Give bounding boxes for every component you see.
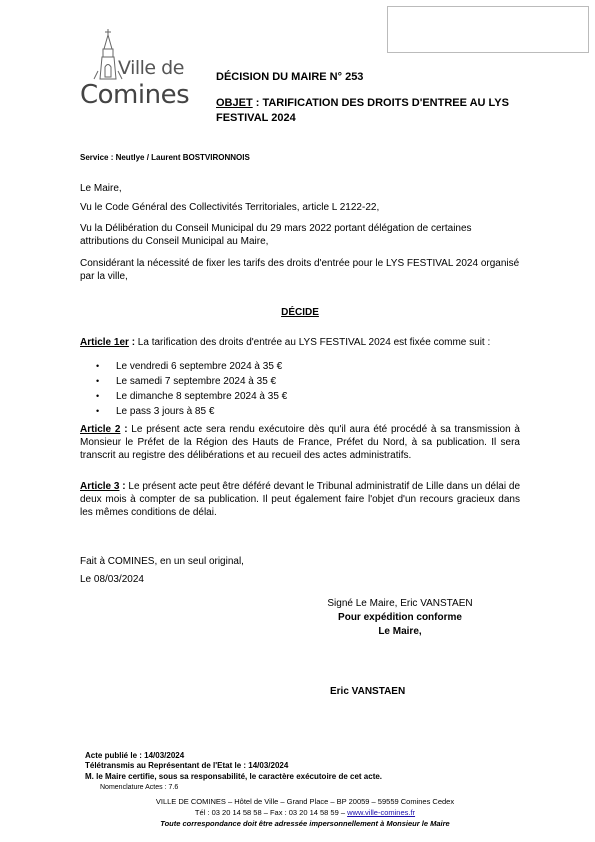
stamp-box: [387, 6, 589, 53]
vu-deliberation: Vu la Délibération du Conseil Municipal du 29 mars 2022 portant délégation de certaines attributions du Conseil Municipal au Maire,: [80, 223, 472, 247]
signatory-name: Eric VANSTAEN: [330, 686, 406, 697]
acte-publie: Acte publié le : 14/03/2024: [85, 751, 185, 760]
ville-de-comines-logo: [80, 27, 195, 112]
website-link[interactable]: www.ville-comines.fr: [347, 808, 416, 817]
article-3-colon: :: [119, 481, 126, 492]
signature-le-maire: Le Maire,: [378, 626, 422, 637]
list-item: • Le vendredi 6 septembre 2024 à 35 €: [96, 359, 287, 374]
article-3-label: Article 3: [80, 481, 120, 492]
fait-a: Fait à COMINES, en un seul original,: [80, 556, 244, 567]
footer-notice: Toute correspondance doit être adressée impersonnellement à Monsieur le Maire: [160, 819, 450, 828]
logo-comines: Comines: [80, 80, 190, 110]
article-1: [80, 336, 520, 349]
signature-block: [290, 597, 510, 639]
decision-title: DÉCISION DU MAIRE N° 253: [216, 71, 364, 83]
article-3-text: Le présent acte peut être déféré devant le Tribunal administratif de Lille dans un délai de deux mois à compter de sa publication. Il peut également faire l'objet d'un recours gracieux dans les mêmes conditions de délai.: [80, 481, 520, 518]
le-maire-intro: Le Maire,: [80, 183, 122, 194]
article-1-text: La tarification des droits d'entrée au LYS FESTIVAL 2024 est fixée comme suit :: [135, 337, 491, 348]
objet-text: : TARIFICATION DES DROITS D'ENTREE AU LYS FESTIVAL 2024: [216, 97, 509, 124]
footer: [80, 796, 530, 829]
footer-contact: [80, 807, 530, 818]
article-3: [80, 480, 520, 519]
list-item: • Le pass 3 jours à 85 €: [96, 404, 287, 419]
article-2-label: Article 2: [80, 424, 121, 435]
service-line: Service : Neutlye / Laurent BOSTVIRONNOIS: [80, 153, 250, 162]
objet-label: OBJET: [216, 97, 253, 109]
article-2-colon: :: [120, 424, 128, 435]
logo-ville-de: Ville de: [118, 57, 184, 79]
teletransmis: Télétransmis au Représentant de l'Etat le : 14/03/2024: [85, 761, 289, 770]
considerant: Considérant la nécessité de fixer les tarifs des droits d'entrée pour le LYS FESTIVAL 2024 organisé par la ville,: [80, 258, 520, 282]
footer-address: VILLE DE COMINES – Hôtel de Ville – Grand Place – BP 20059 – 59559 Comines Cedex: [155, 797, 455, 806]
decide-heading: DÉCIDE: [281, 307, 319, 318]
vu-code: Vu le Code Général des Collectivités Territoriales, article L 2122-22,: [80, 202, 380, 213]
article-1-label: Article 1er: [80, 337, 129, 348]
list-item: • Le dimanche 8 septembre 2024 à 35 €: [96, 389, 287, 404]
footer-phone: Tél : 03 20 14 58 58 – Fax : 03 20 14 58 59 –: [194, 808, 348, 817]
date-line: Le 08/03/2024: [80, 574, 144, 585]
tarifs-list: [96, 359, 287, 419]
expedition-line: Pour expédition conforme: [338, 612, 462, 623]
article-1-colon: :: [128, 337, 136, 348]
article-2-text: Le présent acte sera rendu exécutoire dès qu'il aura été procédé à sa transmission à Monsieur le Préfet de la Région des Hauts de France, Préfet du Nord, à sa publication. Il sera transcrit au registre des délibérations et au recueil des actes administratifs.: [80, 424, 520, 461]
nomenclature: Nomenclature Actes : 7.6: [100, 784, 179, 791]
objet-heading: [216, 96, 536, 126]
list-item: • Le samedi 7 septembre 2024 à 35 €: [96, 374, 287, 389]
certification: M. le Maire certifie, sous sa responsabilité, le caractère exécutoire de cet acte.: [85, 772, 383, 781]
signe-line: Signé Le Maire, Eric VANSTAEN: [327, 598, 473, 609]
article-2: [80, 423, 520, 462]
